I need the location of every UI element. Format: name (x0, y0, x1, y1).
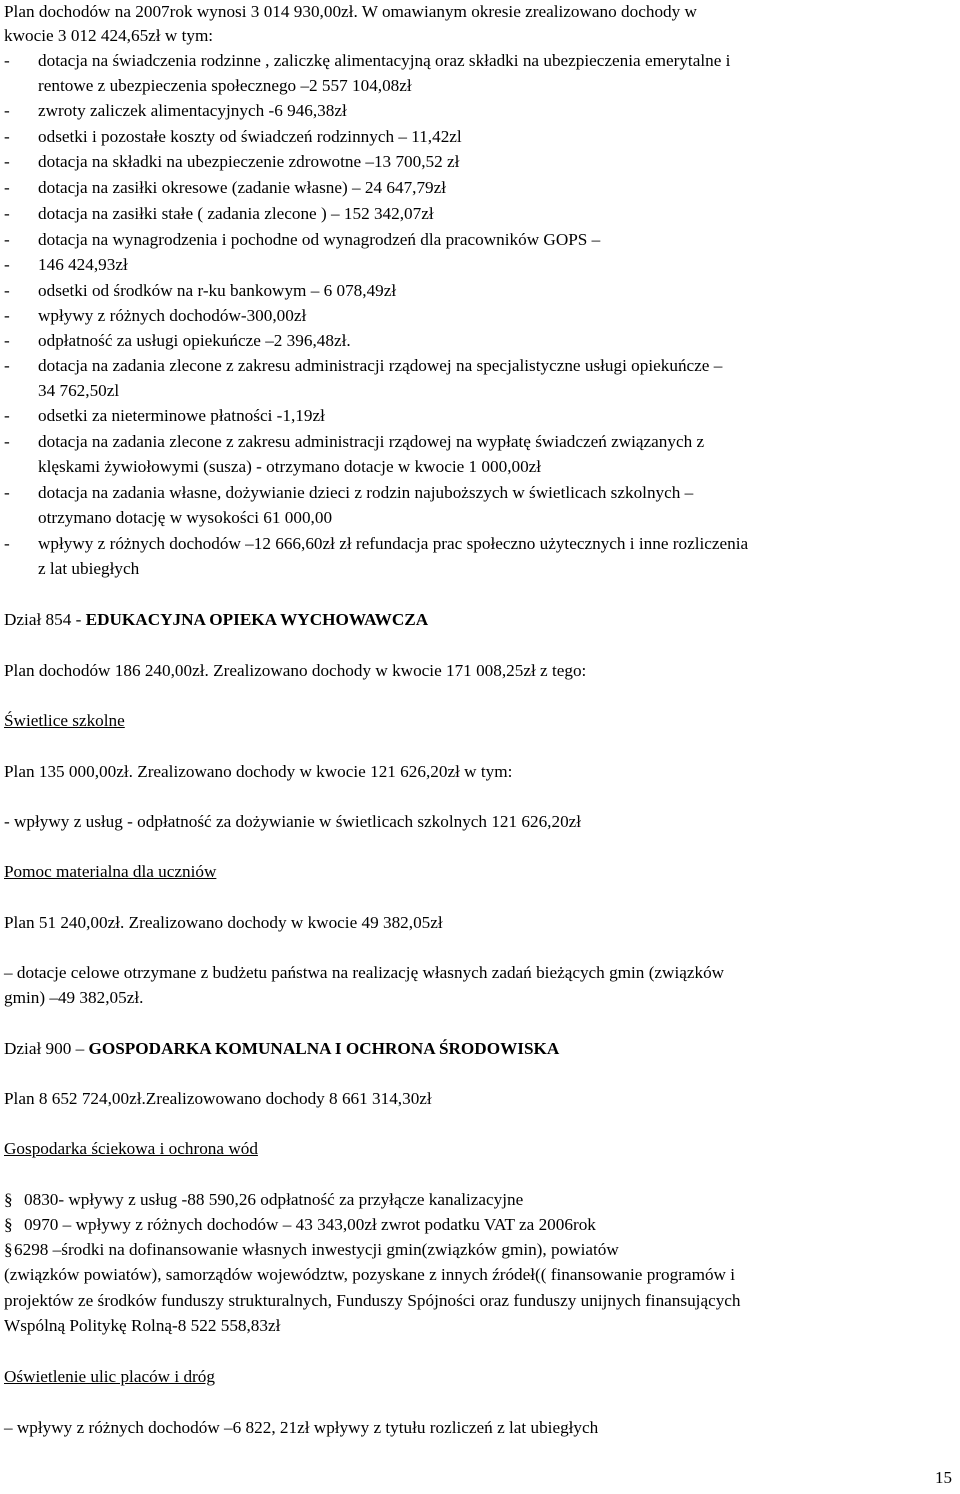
subheading-oswietlenie: Oświetlenie ulic placów i dróg (4, 1367, 215, 1386)
intro-line-1: Plan dochodów na 2007rok wynosi 3 014 930,00zł. W omawianym okresie zrealizowano dochody w (4, 2, 697, 21)
item-pomoc-line-2: gmin) –49 382,05zł. (4, 988, 144, 1007)
list-item-cont: klęskami żywiołowymi (susza) - otrzymano dotacje w kwocie 1 000,00zł (38, 457, 542, 476)
list-dash: - (4, 230, 10, 249)
list-dash: - (4, 432, 10, 451)
list-item-cont: otrzymano dotację w wysokości 61 000,00 (38, 508, 333, 527)
list-item: odsetki za nieterminowe płatności -1,19zł (38, 406, 325, 425)
section-prefix: Dział 900 – (4, 1039, 89, 1058)
list-item: dotacja na składki na ubezpieczenie zdrowotne –13 700,52 zł (38, 152, 460, 171)
list-dash: - (4, 534, 10, 553)
list-dash: - (4, 356, 10, 375)
list-item: dotacja na zasiłki okresowe (zadanie własne) – 24 647,79zł (38, 178, 447, 197)
section-heading-900 (4, 1039, 559, 1059)
section-prefix: Dział 854 - (4, 610, 86, 629)
list-item: dotacja na zadania własne, dożywianie dzieci z rodzin najuboższych w świetlicach szkolnych – (38, 483, 694, 502)
list-item: odpłatność za usługi opiekuńcze –2 396,48zł. (38, 331, 351, 350)
item-oswietlenie: – wpływy z różnych dochodów –6 822, 21zł wpływy z tytułu rozliczeń z lat ubiegłych (4, 1418, 599, 1437)
list-dash: - (4, 281, 10, 300)
list-item-cont: z lat ubiegłych (38, 559, 140, 578)
list-item: odsetki i pozostałe koszty od świadczeń rodzinnych – 11,42zl (38, 127, 462, 146)
list-item: wpływy z różnych dochodów-300,00zł (38, 306, 307, 325)
paragraph-item (4, 1190, 523, 1210)
list-item: dotacja na zasiłki stałe ( zadania zlecone ) – 152 342,07zł (38, 204, 434, 223)
list-item: odsetki od środków na r-ku bankowym – 6 078,49zł (38, 281, 397, 300)
list-dash: - (4, 204, 10, 223)
list-item: dotacja na zadania zlecone z zakresu administracji rządowej na wypłatę świadczeń związanych z (38, 432, 705, 451)
paragraph-text: 6298 –środki na dofinansowanie własnych inwestycji gmin(związków gmin), powiatów (14, 1240, 619, 1259)
paragraph-cont: Wspólną Politykę Rolną-8 522 558,83zł (4, 1316, 281, 1335)
paragraph-item (4, 1240, 619, 1260)
item-pomoc-line-1: – dotacje celowe otrzymane z budżetu państwa na realizację własnych zadań bieżących gmin (związków (4, 963, 725, 982)
paragraph-cont: projektów ze środków funduszy strukturalnych, Funduszy Spójności oraz funduszy unijnych finansujących (4, 1291, 741, 1310)
item-swietlice: - wpływy z usług - odpłatność za dożywianie w świetlicach szkolnych 121 626,20zł (4, 812, 582, 831)
section-heading-854 (4, 610, 428, 630)
list-item: dotacja na świadczenia rodzinne , zaliczkę alimentacyjną oraz składki na ubezpieczenia emerytalne i (38, 51, 731, 70)
list-dash: - (4, 127, 10, 146)
list-dash: - (4, 255, 10, 274)
list-item: dotacja na zadania zlecone z zakresu administracji rządowej na specjalistyczne usługi opiekuńcze – (38, 356, 723, 375)
subheading-gospodarka: Gospodarka ściekowa i ochrona wód (4, 1139, 258, 1158)
list-item-cont: 34 762,50zl (38, 381, 120, 400)
list-item: 146 424,93zł (38, 255, 128, 274)
list-dash: - (4, 178, 10, 197)
list-dash: - (4, 331, 10, 350)
list-dash: - (4, 483, 10, 502)
list-dash: - (4, 406, 10, 425)
paragraph-cont: (związków powiatów), samorządów województw, pozyskane z innych źródeł(( finansowanie programów i (4, 1265, 736, 1284)
paragraph-text: 0830- wpływy z usług -88 590,26 odpłatność za przyłącze kanalizacyjne (24, 1190, 524, 1209)
paragraph-text: 0970 – wpływy z różnych dochodów – 43 343,00zł zwrot podatku VAT za 2006rok (24, 1215, 596, 1234)
subheading-pomoc: Pomoc materialna dla uczniów (4, 862, 217, 881)
section-sign-icon: § (4, 1240, 13, 1259)
list-item: zwroty zaliczek alimentacyjnych -6 946,38zł (38, 101, 347, 120)
list-item: dotacja na wynagrodzenia i pochodne od wynagrodzeń dla pracowników GOPS – (38, 230, 601, 249)
paragraph-item (4, 1215, 596, 1235)
section-title: EDUKACYJNA OPIEKA WYCHOWAWCZA (85, 610, 429, 629)
section-sign-icon: § (4, 1190, 13, 1209)
plan-swietlice: Plan 135 000,00zł. Zrealizowano dochody w kwocie 121 626,20zł w tym: (4, 762, 513, 781)
section-sign-icon: § (4, 1215, 13, 1234)
list-item-cont: rentowe z ubezpieczenia społecznego –2 557 104,08zł (38, 76, 412, 95)
list-dash: - (4, 152, 10, 171)
list-dash: - (4, 306, 10, 325)
page-number: 15 (935, 1468, 952, 1487)
subheading-swietlice: Świetlice szkolne (4, 711, 125, 730)
section-title: GOSPODARKA KOMUNALNA I OCHRONA ŚRODOWISKA (88, 1039, 560, 1058)
plan-pomoc: Plan 51 240,00zł. Zrealizowano dochody w kwocie 49 382,05zł (4, 913, 443, 932)
list-dash: - (4, 51, 10, 70)
plan-900: Plan 8 652 724,00zł.Zrealizowowano dochody 8 661 314,30zł (4, 1089, 432, 1108)
plan-854: Plan dochodów 186 240,00zł. Zrealizowano dochody w kwocie 171 008,25zł z tego: (4, 661, 587, 680)
intro-line-2: kwocie 3 012 424,65zł w tym: (4, 26, 214, 45)
list-item: wpływy z różnych dochodów –12 666,60zł zł refundacja prac społeczno użytecznych i inne rozliczenia (38, 534, 749, 553)
list-dash: - (4, 101, 10, 120)
